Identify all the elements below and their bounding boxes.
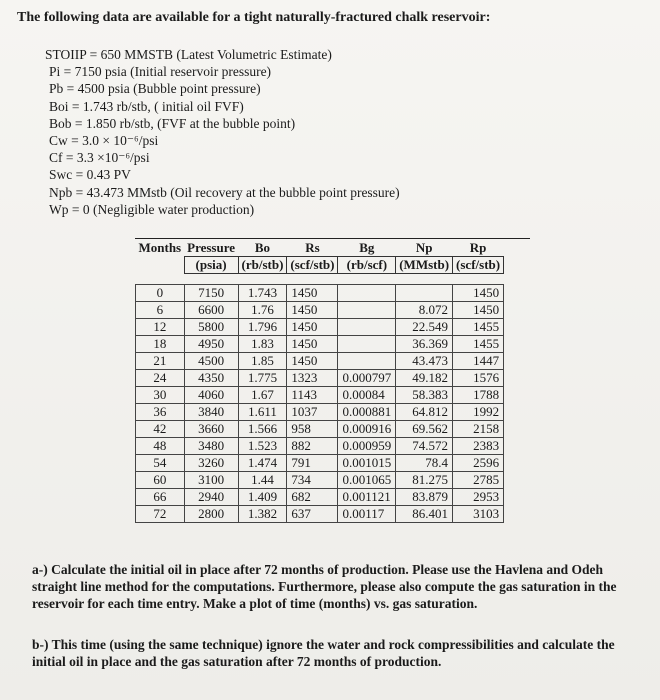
param-cf: Cf = 3.3 ×10⁻⁶/psi [49,150,150,166]
cell-rs: 1450 [287,302,338,319]
cell-months: 0 [136,285,185,302]
cell-rs: 1450 [287,336,338,353]
cell-bg: 0.000916 [338,421,396,438]
cell-rs: 1450 [287,285,338,302]
cell-bo: 1.83 [238,336,287,353]
table-row [136,336,504,353]
cell-rs: 734 [287,472,338,489]
cell-bo: 1.743 [238,285,287,302]
cell-rp: 1455 [453,336,504,353]
table-row [136,489,504,506]
header-bo: Bo [254,240,271,255]
param-bob: Bob = 1.850 rb/stb, (FVF at the bubble point) [49,115,296,131]
unit-bo: (rb/stb) [238,257,287,274]
cell-rs: 1323 [287,370,338,387]
cell-pressure: 2940 [184,489,238,506]
param-stoiip: STOIIP = 650 MMSTB (Latest Volumetric Estimate) [45,47,332,62]
param-swc: Swc = 0.43 PV [49,167,131,183]
cell-months: 48 [136,438,185,455]
intro-text: The following data are available for a tight naturally-fractured chalk reservoir: [17,10,491,25]
param-boi: Boi = 1.743 rb/stb, ( initial oil FVF) [49,98,244,114]
cell-rp: 1788 [453,387,504,404]
table-top-rule [135,238,530,239]
cell-pressure: 3660 [184,421,238,438]
table-row [136,404,504,421]
cell-months: 66 [136,489,185,506]
cell-bg: 0.000797 [338,370,396,387]
cell-months: 6 [136,302,185,319]
cell-bo: 1.382 [238,506,287,523]
cell-rp: 1576 [453,370,504,387]
cell-bo: 1.775 [238,370,287,387]
cell-bg: 0.001065 [338,472,396,489]
param-wp: Wp = 0 (Negligible water production) [49,201,255,217]
cell-np: 64.812 [396,404,453,421]
table-row [136,455,504,472]
table-body [136,285,504,523]
cell-rs: 682 [287,489,338,506]
cell-bg [338,302,396,319]
cell-pressure: 4350 [184,370,238,387]
cell-months: 21 [136,353,185,370]
parameter-list [45,46,400,218]
header-np: Np [415,240,433,255]
cell-pressure: 2800 [184,506,238,523]
param-npb: Npb = 43.473 MMstb (Oil recovery at the bubble point pressure) [49,184,400,200]
cell-bg: 0.000959 [338,438,396,455]
cell-pressure: 7150 [184,285,238,302]
cell-bg: 0.001121 [338,489,396,506]
table-row [136,438,504,455]
cell-pressure: 6600 [184,302,238,319]
header-rs: Rs [305,240,320,255]
cell-bo: 1.796 [238,319,287,336]
cell-rs: 637 [287,506,338,523]
production-data-table [135,240,504,523]
unit-bg: (rb/scf) [338,257,396,274]
header-rp: Rp [469,240,487,255]
table-row [136,506,504,523]
cell-np: 86.401 [396,506,453,523]
cell-rs: 958 [287,421,338,438]
cell-bo: 1.409 [238,489,287,506]
cell-bg [338,336,396,353]
cell-bo: 1.523 [238,438,287,455]
cell-rp: 1992 [453,404,504,421]
param-initial-pressure: Pi = 7150 psia (Initial reservoir pressure) [49,64,272,80]
cell-bo: 1.611 [238,404,287,421]
cell-rs: 882 [287,438,338,455]
header-pressure: Pressure [187,240,236,255]
table-row [136,319,504,336]
cell-np: 78.4 [396,455,453,472]
cell-rp: 2383 [453,438,504,455]
cell-pressure: 3480 [184,438,238,455]
table-row [136,370,504,387]
table-row [136,472,504,489]
cell-np: 74.572 [396,438,453,455]
cell-rs: 1450 [287,319,338,336]
cell-pressure: 5800 [184,319,238,336]
cell-np: 83.879 [396,489,453,506]
param-bubble-point-pressure: Pb = 4500 psia (Bubble point pressure) [49,81,261,97]
cell-months: 60 [136,472,185,489]
cell-pressure: 4060 [184,387,238,404]
header-months: Months [138,240,182,256]
cell-pressure: 3260 [184,455,238,472]
cell-bg: 0.001015 [338,455,396,472]
cell-rp: 2785 [453,472,504,489]
cell-rp: 1447 [453,353,504,370]
cell-np: 43.473 [396,353,453,370]
unit-rp: (scf/stb) [453,257,504,274]
cell-rp: 2953 [453,489,504,506]
cell-pressure: 3840 [184,404,238,421]
cell-rs: 791 [287,455,338,472]
table-row [136,353,504,370]
cell-months: 54 [136,455,185,472]
cell-np: 8.072 [396,302,453,319]
cell-months: 30 [136,387,185,404]
cell-bo: 1.44 [238,472,287,489]
cell-rp: 2596 [453,455,504,472]
cell-bo: 1.474 [238,455,287,472]
cell-bg [338,319,396,336]
table-row [136,387,504,404]
header-bg: Bg [359,240,375,255]
cell-np: 36.369 [396,336,453,353]
unit-np: (MMstb) [396,257,453,274]
table-row [136,285,504,302]
cell-bo: 1.76 [238,302,287,319]
cell-months: 24 [136,370,185,387]
cell-rp: 3103 [453,506,504,523]
cell-bg [338,285,396,302]
cell-rp: 1450 [453,285,504,302]
cell-rs: 1143 [287,387,338,404]
table-header-row [136,240,504,257]
cell-months: 12 [136,319,185,336]
cell-np: 81.275 [396,472,453,489]
cell-np: 69.562 [396,421,453,438]
cell-bo: 1.67 [238,387,287,404]
unit-pressure: (psia) [184,257,238,274]
unit-rs: (scf/stb) [287,257,338,274]
question-b: b-) This time (using the same technique) ignore the water and rock compressibilities and calculate the initial oil in place and the gas saturation after 72 months of production. [32,637,615,669]
cell-bg: 0.000881 [338,404,396,421]
cell-bg [338,353,396,370]
table-row [136,302,504,319]
cell-bg: 0.00117 [338,506,396,523]
cell-pressure: 3100 [184,472,238,489]
table-row [136,421,504,438]
table-units-row [136,257,504,274]
cell-months: 36 [136,404,185,421]
unit-months [136,257,185,274]
cell-bo: 1.85 [238,353,287,370]
cell-rp: 2158 [453,421,504,438]
cell-rp: 1455 [453,319,504,336]
cell-rs: 1037 [287,404,338,421]
cell-np: 49.182 [396,370,453,387]
cell-np [396,285,453,302]
cell-months: 42 [136,421,185,438]
cell-np: 58.383 [396,387,453,404]
question-a: a-) Calculate the initial oil in place after 72 months of production. Please use the Havlena and Odeh straight line method for the computations. Furthermore, please also compute the gas saturation in the reservoir for each time entry. Make a plot of time (months) vs. gas saturation. [32,562,617,611]
cell-months: 72 [136,506,185,523]
cell-bo: 1.566 [238,421,287,438]
cell-np: 22.549 [396,319,453,336]
cell-rp: 1450 [453,302,504,319]
cell-months: 18 [136,336,185,353]
param-cw: Cw = 3.0 × 10⁻⁶/psi [49,133,159,149]
cell-pressure: 4950 [184,336,238,353]
cell-bg: 0.00084 [338,387,396,404]
cell-rs: 1450 [287,353,338,370]
cell-pressure: 4500 [184,353,238,370]
